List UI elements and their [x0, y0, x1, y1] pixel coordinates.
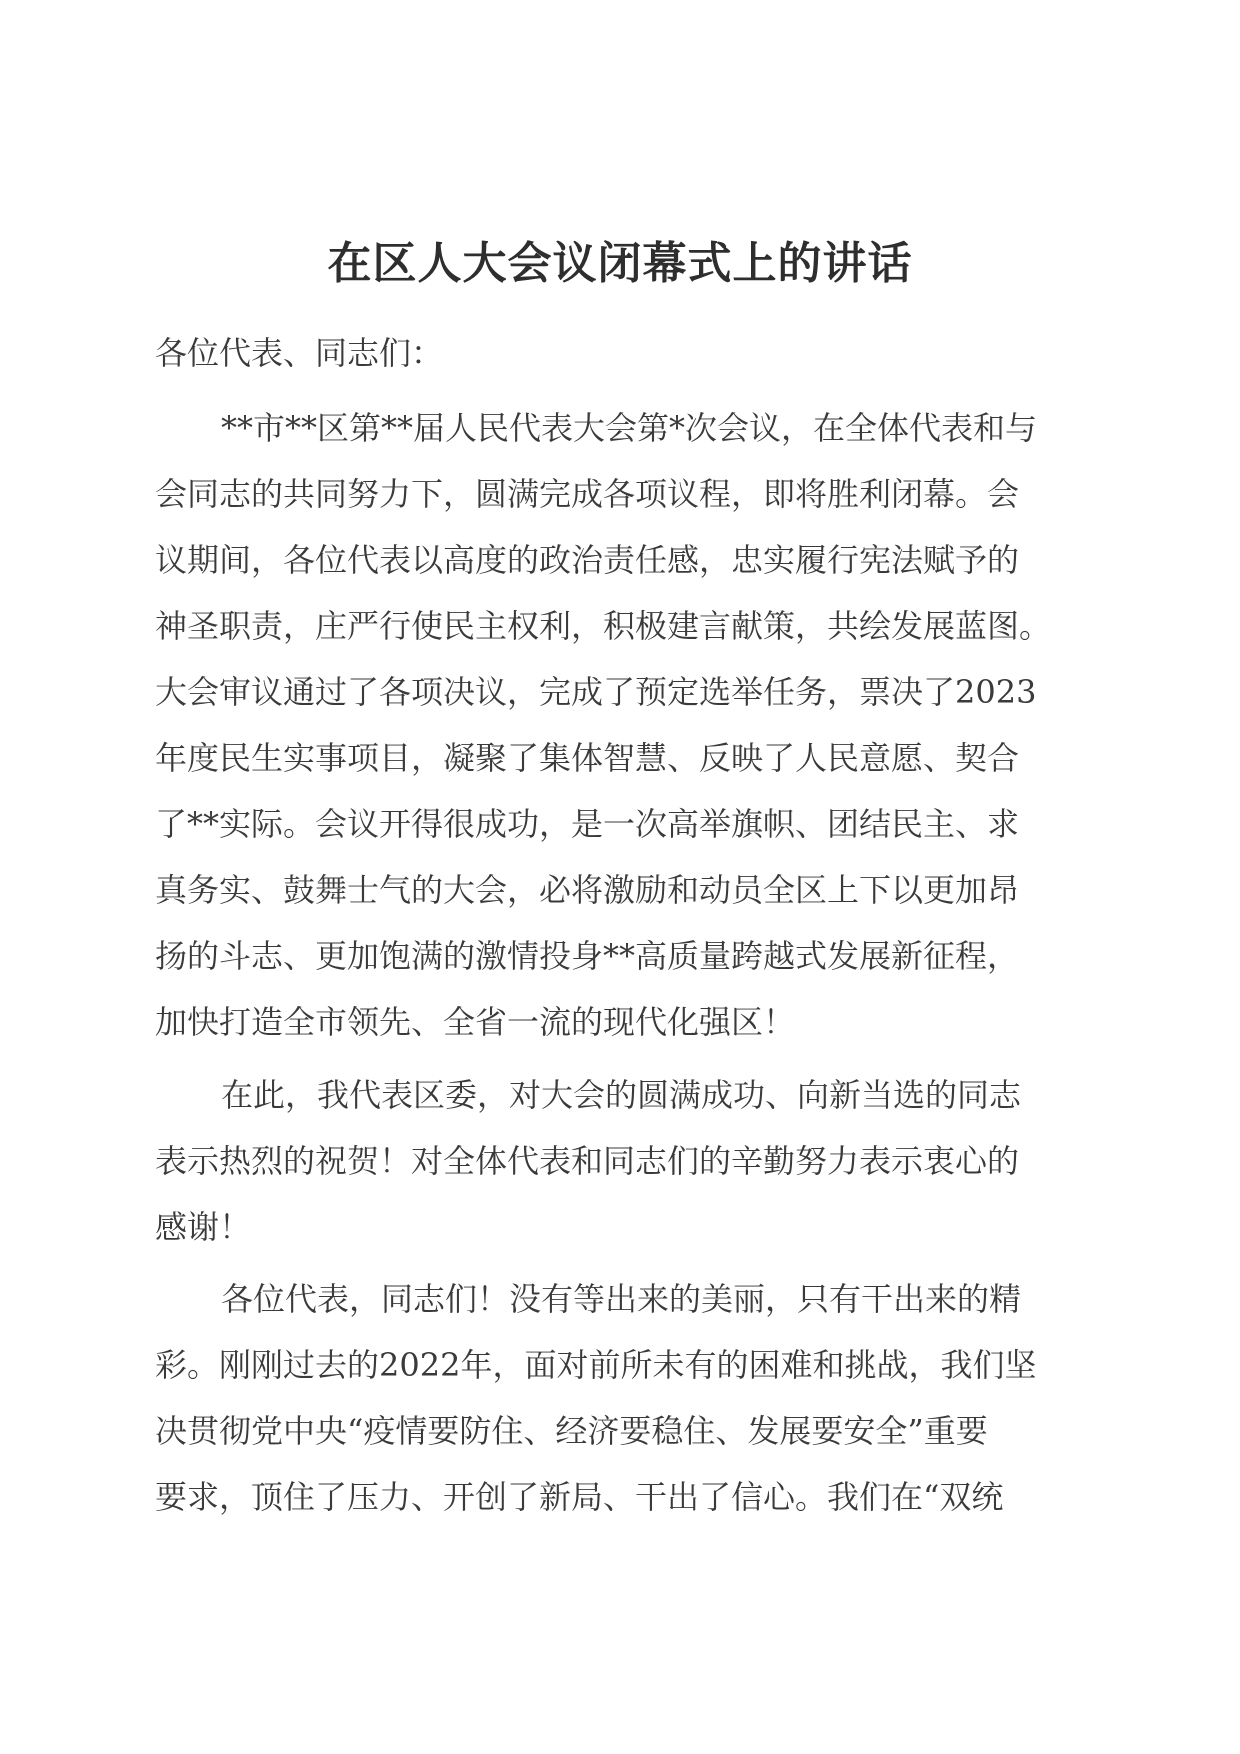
- paragraph-line: 了**实际。会议开得很成功，是一次高举旗帜、团结民主、求: [155, 805, 1020, 843]
- paragraph-line: 会同志的共同努力下，圆满完成各项议程，即将胜利闭幕。会: [155, 475, 1020, 513]
- paragraph-line: 大会审议通过了各项决议，完成了预定选举任务，票决了2023: [155, 673, 1037, 711]
- paragraph-line: 决贯彻党中央“疫情要防住、经济要稳住、发展要安全”重要: [155, 1412, 988, 1450]
- paragraph-2: [155, 1062, 1085, 1260]
- paragraph-line: 真务实、鼓舞士气的大会，必将激励和动员全区上下以更加昂: [155, 871, 1020, 909]
- paragraph-1: [155, 395, 1085, 1055]
- paragraph-line: **市**区第**届人民代表大会第*次会议，在全体代表和与: [221, 409, 1038, 447]
- paragraph-3: [155, 1266, 1085, 1530]
- paragraph-line: 在此，我代表区委，对大会的圆满成功、向新当选的同志: [221, 1076, 1022, 1114]
- document-title: 在区人大会议闭幕式上的讲话: [327, 238, 913, 289]
- paragraph-line: 议期间，各位代表以高度的政治责任感，忠实履行宪法赋予的: [155, 541, 1020, 579]
- paragraph-line: 表示热烈的祝贺！对全体代表和同志们的辛勤努力表示衷心的: [155, 1142, 1020, 1180]
- paragraph-line: 扬的斗志、更加饱满的激情投身**高质量跨越式发展新征程，: [155, 937, 1020, 975]
- salutation: 各位代表、同志们：: [155, 334, 444, 372]
- paragraph-line: 年度民生实事项目，凝聚了集体智慧、反映了人民意愿、契合: [155, 739, 1020, 777]
- paragraph-line: 各位代表，同志们！没有等出来的美丽，只有干出来的精: [221, 1280, 1022, 1318]
- paragraph-line: 要求，顶住了压力、开创了新局、干出了信心。我们在“双统: [155, 1478, 1004, 1516]
- paragraph-line: 感谢！: [155, 1208, 252, 1246]
- paragraph-line: 彩。刚刚过去的2022年，面对前所未有的困难和挑战，我们坚: [155, 1346, 1037, 1384]
- paragraph-line: 加快打造全市领先、全省一流的现代化强区！: [155, 1003, 796, 1041]
- paragraph-line: 神圣职责，庄严行使民主权利，积极建言献策，共绘发展蓝图。: [155, 607, 1052, 645]
